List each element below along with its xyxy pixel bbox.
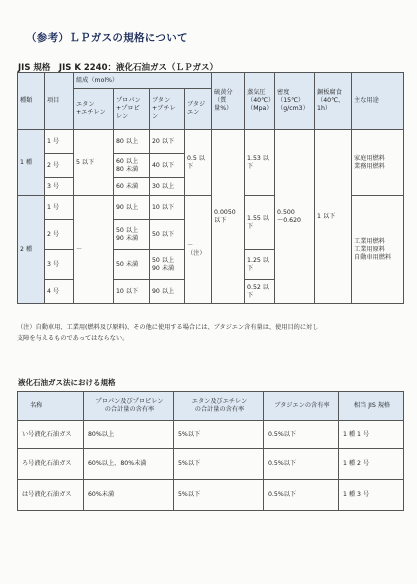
header-sulfur: 硫黄分 （質 量%） bbox=[212, 73, 245, 130]
table-cell: 50 以下 bbox=[150, 220, 185, 250]
header-item: 項目 bbox=[45, 73, 74, 130]
class-1-label: 1 種 bbox=[18, 130, 45, 196]
table-cell: 60 以上 80 未満 bbox=[114, 154, 150, 178]
table-cell: 10 以下 bbox=[114, 280, 150, 304]
table-cell: 5 以下 bbox=[74, 130, 114, 196]
table-cell: 1 種 3 号 bbox=[339, 480, 404, 511]
header-ethane: エタン +エチレン bbox=[74, 89, 114, 130]
table-cell: － （注） bbox=[185, 196, 212, 304]
header-corrosion: 銅板腐食 （40℃、 1h） bbox=[315, 73, 352, 130]
table-cell: 1 種 2 号 bbox=[339, 449, 404, 480]
table-cell: 20 以下 bbox=[150, 130, 185, 154]
table-cell: 0.5%以下 bbox=[264, 421, 339, 449]
table-row bbox=[18, 480, 404, 511]
table-cell: 5%以下 bbox=[174, 421, 264, 449]
table-cell: 30 以上 bbox=[150, 178, 185, 196]
table-cell: 60%未満 bbox=[84, 480, 174, 511]
page-title: （参考）ＬＰガスの規格について bbox=[26, 32, 188, 44]
table-cell: － bbox=[74, 196, 114, 304]
header-butane: ブタン +ブチレ ン bbox=[150, 89, 185, 130]
table-cell: 3 号 bbox=[45, 250, 74, 280]
table-cell: 2 号 bbox=[45, 220, 74, 250]
table-cell: 90 以上 bbox=[150, 280, 185, 304]
footnote: （注）自動車用、工業用(燃料及び原料)、その他に使用する場合には、ブタジエン含有量は、使用目的に対し 支障を与えるものであってはならない。 bbox=[17, 324, 319, 342]
table-cell: い号液化石油ガス bbox=[18, 421, 84, 449]
table-cell: 1 号 bbox=[45, 196, 74, 220]
header-density: 密度 （15℃） （g/cm3） bbox=[275, 73, 315, 130]
header-name: 名称 bbox=[18, 392, 84, 421]
table-cell: 1.25 以 下 bbox=[245, 250, 275, 280]
table-cell: 0.5 以 下 bbox=[185, 130, 212, 196]
jis-heading: JIS 規格 JIS K 2240：液化石油ガス（ＬＰガス） bbox=[18, 63, 219, 73]
table-cell: 5%以下 bbox=[174, 480, 264, 511]
table-cell: 1.55 以 下 bbox=[245, 196, 275, 250]
jis-spec-table bbox=[17, 72, 404, 304]
header-jis-equivalent: 相当 JIS 規格 bbox=[339, 392, 404, 421]
lpg-law-table bbox=[17, 391, 404, 511]
table-cell: 0.52 以 下 bbox=[245, 280, 275, 304]
header-propane-content: プロパン及びプロピレン の合計量の含有率 bbox=[84, 392, 174, 421]
header-butadiene-content: ブタジエンの含有率 bbox=[264, 392, 339, 421]
table-cell: 2 号 bbox=[45, 154, 74, 178]
table-cell: 1 種 1 号 bbox=[339, 421, 404, 449]
table-cell: 工業用燃料 工業用原料 自動車用燃料 bbox=[352, 196, 404, 304]
table-row bbox=[18, 421, 404, 449]
table-cell: 60 未満 bbox=[114, 178, 150, 196]
table-cell: 3 号 bbox=[45, 178, 74, 196]
table-cell: 40 以下 bbox=[150, 154, 185, 178]
class-2-label: 2 種 bbox=[18, 196, 45, 304]
table-cell: は号液化石油ガス bbox=[18, 480, 84, 511]
table-row bbox=[18, 449, 404, 480]
table-cell: 4 号 bbox=[45, 280, 74, 304]
table-cell: 60%以上、80%未満 bbox=[84, 449, 174, 480]
table-cell: ろ号液化石油ガス bbox=[18, 449, 84, 480]
header-vapor-pressure: 蒸気圧 （40℃） （Mpa） bbox=[245, 73, 275, 130]
header-propane: プロパン +プロピ レン bbox=[114, 89, 150, 130]
table-cell: 50 以上 90 未満 bbox=[114, 220, 150, 250]
table-cell: 10 以下 bbox=[150, 196, 185, 220]
table-cell: 50 以上 90 未満 bbox=[150, 250, 185, 280]
table-cell: 1 以下 bbox=[315, 130, 352, 304]
table-cell: 90 以上 bbox=[114, 196, 150, 220]
table-cell: 80%以上 bbox=[84, 421, 174, 449]
header-ethane-content: エタン及びエチレン の合計量の含有率 bbox=[174, 392, 264, 421]
table-cell: 0.5%以下 bbox=[264, 449, 339, 480]
header-use: 主な用途 bbox=[352, 73, 404, 130]
table-cell: 家庭用燃料 業務用燃料 bbox=[352, 130, 404, 196]
table-cell: 0.0050 以下 bbox=[212, 130, 245, 304]
table-cell: 1.53 以 下 bbox=[245, 130, 275, 196]
table-cell: 0.500 ～0.620 bbox=[275, 130, 315, 304]
table-cell: 0.5%以下 bbox=[264, 480, 339, 511]
header-butadiene: ブタジ エン bbox=[185, 89, 212, 130]
header-composition: 組成（mol%） bbox=[74, 73, 212, 89]
table-cell: 80 以上 bbox=[114, 130, 150, 154]
header-kind: 種類 bbox=[18, 73, 45, 130]
table-cell: 1 号 bbox=[45, 130, 74, 154]
table-cell: 5%以下 bbox=[174, 449, 264, 480]
law-heading: 液化石油ガス法における規格 bbox=[18, 378, 116, 387]
table-cell: 50 未満 bbox=[114, 250, 150, 280]
